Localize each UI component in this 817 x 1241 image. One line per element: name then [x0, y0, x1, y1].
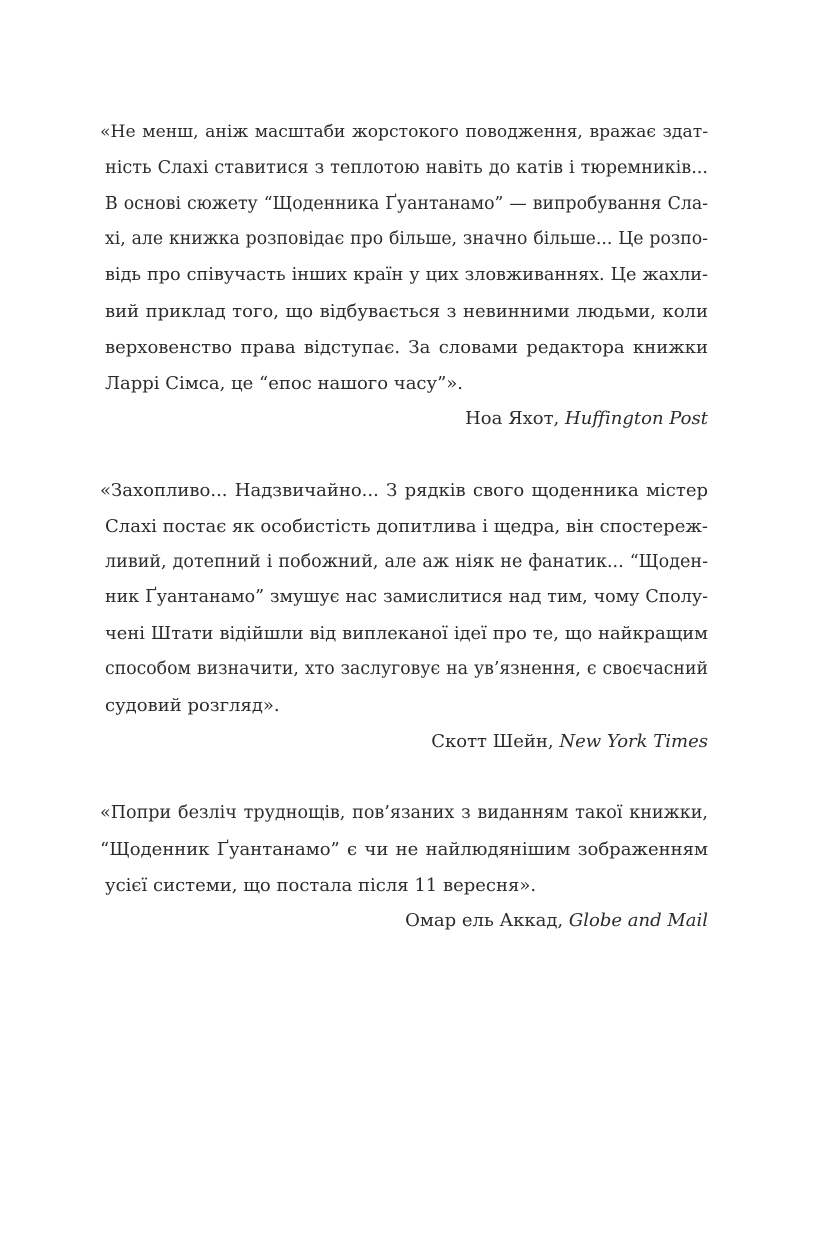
quote-line: ливий, дотепний і побожний, але аж ніяк не фанатик... “Щоден- — [105, 551, 708, 572]
attribution-author: Омар ель Аккад, — [405, 910, 569, 932]
quote-line: відь про співучасть інших країн у цих зловживаннях. Це жахли- — [105, 265, 708, 286]
quote-line: чені Штати відійшли від виплеканої ідеї про те, що найкращим — [105, 623, 708, 645]
attribution-author: Ноа Яхот, — [465, 408, 565, 430]
attribution-author: Скотт Шейн, — [431, 730, 560, 752]
quote-line: усієї системи, що постала після 11 вересня». — [105, 874, 537, 896]
quote-attribution — [105, 903, 708, 939]
review-quote-huffington-post — [100, 115, 708, 437]
quote-line: вий приклад того, що відбувається з невинними людьми, коли — [105, 300, 708, 322]
quote-line: ник Ґуантанамо” змушує нас замислитися над тим, чому Сполу- — [105, 587, 708, 608]
review-quote-new-york-times — [100, 473, 708, 759]
quote-attribution — [105, 724, 708, 760]
quote-line: «Не менш, аніж масштаби жорстокого поводження, вражає здат- — [100, 122, 708, 142]
quote-line: хі, але книжка розповідає про більше, значно більше... Це розпо- — [105, 229, 708, 250]
quote-attribution — [105, 401, 708, 437]
quote-line: Ларрі Сімса, це “епос нашого часу”». — [105, 372, 464, 394]
quote-line: судовий розгляд». — [105, 694, 280, 716]
quote-line: В основі сюжету “Щоденника Ґуантанамо” — випробування Сла- — [105, 193, 708, 214]
quote-line: ність Слахі ставитися з теплотою навіть до катів і тюремників... — [105, 157, 708, 178]
quote-line: способом визначити, хто заслуговує на ув’язнення, є своєчасний — [105, 658, 708, 679]
attribution-source: Globe and Mail — [568, 910, 708, 932]
quote-line: Слахі постає як особистість допитлива і щедра, він спостереж- — [105, 515, 708, 537]
quote-line: верховенство права відступає. За словами редактора книжки — [105, 336, 708, 358]
quote-line: “Щоденник Ґуантанамо” є чи не найлюдянішим зображенням — [100, 838, 708, 860]
review-quote-globe-and-mail — [100, 796, 708, 939]
quote-line: «Попри безліч труднощів, пов’язаних з виданням такої книжки, — [100, 803, 708, 823]
attribution-source: New York Times — [559, 730, 708, 752]
attribution-source: Huffington Post — [565, 408, 708, 430]
quote-line: «Захопливо... Надзвичайно... З рядків свого щоденника містер — [100, 480, 708, 501]
